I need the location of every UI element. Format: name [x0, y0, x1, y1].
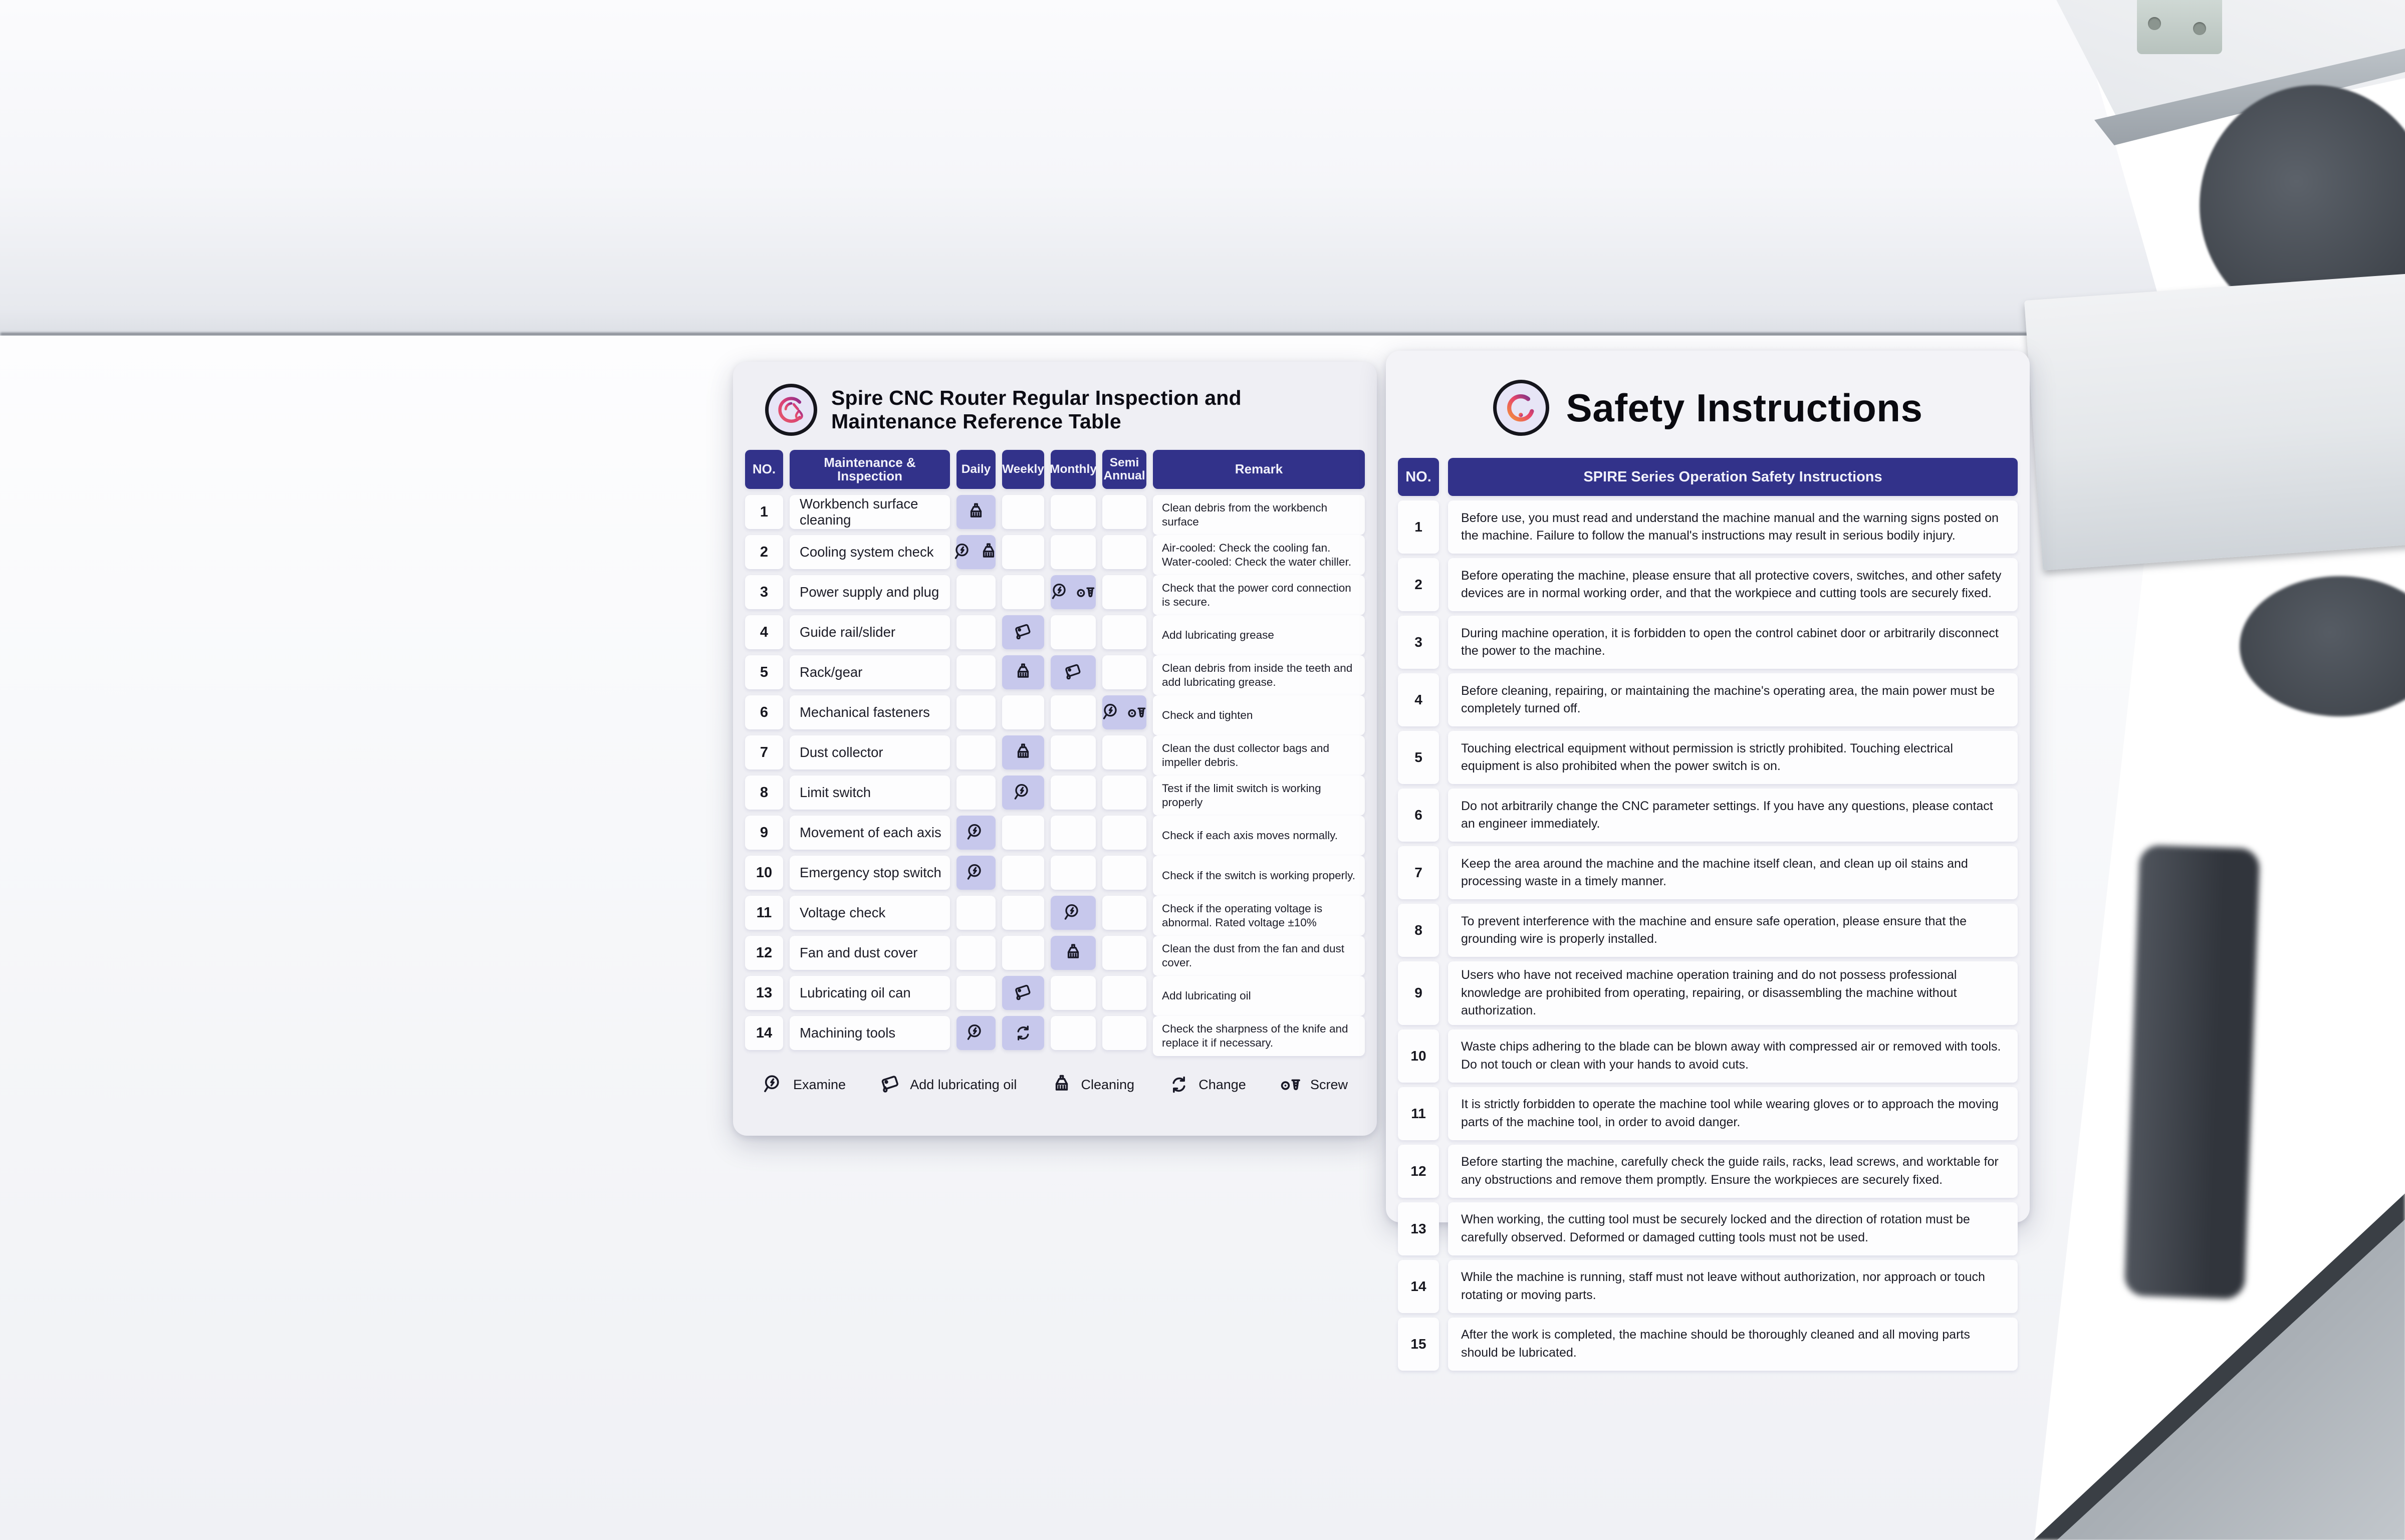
instruction-text: Do not arbitrarily change the CNC parameter settings. If you have any questions, please contact an engineer immediately.	[1448, 789, 2018, 842]
schedule-cell-monthly	[1051, 976, 1096, 1010]
safety-instruction-row	[1398, 558, 2018, 611]
schedule-cell-weekly	[1002, 535, 1044, 569]
safety-instructions-label	[1386, 351, 2030, 1360]
row-number: 6	[1398, 789, 1439, 842]
instruction-text: When working, the cutting tool must be securely locked and the direction of rotation must be carefully observed. Deformed or damaged cutting tools must not be used.	[1448, 1202, 2018, 1255]
maintenance-reference-label	[733, 362, 1377, 1136]
maintenance-table-row	[745, 776, 1365, 810]
schedule-cell-semi	[1102, 816, 1146, 850]
task-name: Voltage check	[790, 896, 950, 930]
examine-icon	[1013, 782, 1034, 803]
row-number: 14	[1398, 1260, 1439, 1313]
maintenance-table-row	[745, 936, 1365, 970]
remark-text: Check if each axis moves normally.	[1153, 816, 1365, 856]
schedule-cell-monthly	[1051, 575, 1096, 609]
safety-instruction-row	[1398, 1260, 2018, 1313]
row-number: 12	[1398, 1145, 1439, 1198]
maintenance-table-row	[745, 1016, 1365, 1050]
maintenance-card-title: Spire CNC Router Regular Inspection and Maintenance Reference Table	[831, 386, 1242, 433]
schedule-cell-weekly	[1002, 896, 1044, 930]
change-icon	[1013, 1022, 1034, 1044]
schedule-cell-monthly	[1051, 816, 1096, 850]
task-name: Guide rail/slider	[790, 615, 950, 649]
task-name: Lubricating oil can	[790, 976, 950, 1010]
row-number: 12	[745, 936, 783, 970]
instruction-text: Keep the area around the machine and the machine itself clean, and clean up oil stains and processing waste in a timely manner.	[1448, 846, 2018, 899]
maintenance-table-row	[745, 976, 1365, 1010]
row-number: 7	[745, 735, 783, 769]
examine-icon	[1063, 902, 1084, 923]
row-number: 7	[1398, 846, 1439, 899]
instruction-text: Touching electrical equipment without permission is strictly prohibited. Touching electrical equipment is also prohibited when the power switch is on.	[1448, 731, 2018, 784]
legend-label: Change	[1198, 1077, 1246, 1092]
examine-icon	[953, 542, 974, 563]
schedule-cell-semi	[1102, 976, 1146, 1010]
safety-column-header-title: SPIRE Series Operation Safety Instructions	[1448, 458, 2018, 496]
row-number: 5	[1398, 731, 1439, 784]
oil-icon	[1013, 982, 1034, 1003]
remark-text: Air-cooled: Check the cooling fan. Water-cooled: Check the water chiller.	[1153, 535, 1365, 575]
legend-item	[1167, 1073, 1246, 1096]
schedule-cell-semi	[1102, 575, 1146, 609]
schedule-cell-semi	[1102, 655, 1146, 689]
cleaning-icon	[1013, 742, 1034, 763]
schedule-cell-weekly	[1002, 856, 1044, 890]
row-number: 8	[1398, 904, 1439, 957]
task-name: Workbench surface cleaning	[790, 495, 950, 529]
schedule-cell-daily	[956, 695, 996, 729]
task-name: Cooling system check	[790, 535, 950, 569]
maintenance-table-row	[745, 495, 1365, 529]
schedule-cell-weekly	[1002, 1016, 1044, 1050]
task-name: Rack/gear	[790, 655, 950, 689]
legend-item	[879, 1073, 1017, 1096]
cleaning-icon	[1050, 1073, 1073, 1096]
maintenance-table-row	[745, 615, 1365, 649]
remark-text: Check the sharpness of the knife and replace it if necessary.	[1153, 1016, 1365, 1056]
column-header-monthly: Monthly	[1051, 450, 1096, 489]
screw-icon	[1126, 702, 1147, 723]
cleaning-icon	[966, 501, 987, 523]
schedule-cell-daily	[956, 735, 996, 769]
schedule-cell-daily	[956, 655, 996, 689]
safety-table-body	[1398, 500, 2018, 1371]
oil-icon	[879, 1073, 902, 1096]
schedule-cell-monthly	[1051, 776, 1096, 810]
schedule-cell-daily	[956, 1016, 996, 1050]
maintenance-table-row	[745, 735, 1365, 769]
row-number: 10	[745, 856, 783, 890]
schedule-cell-daily	[956, 535, 996, 569]
schedule-cell-weekly	[1002, 776, 1044, 810]
schedule-cell-daily	[956, 936, 996, 970]
schedule-cell-weekly	[1002, 936, 1044, 970]
remark-text: Check and tighten	[1153, 695, 1365, 735]
maintenance-table-row	[745, 695, 1365, 729]
safety-instruction-row	[1398, 904, 2018, 957]
instruction-text: Users who have not received machine operation training and do not possess professional knowledge are prohibited from operating, repairing, or disassembling the machine without authorization.	[1448, 961, 2018, 1025]
safety-instruction-row	[1398, 1087, 2018, 1140]
task-name: Power supply and plug	[790, 575, 950, 609]
machine-side-column	[2124, 845, 2260, 1300]
schedule-cell-daily	[956, 816, 996, 850]
oil-icon	[1013, 622, 1034, 643]
row-number: 11	[745, 896, 783, 930]
column-header-task: Maintenance & Inspection	[790, 450, 950, 489]
instruction-text: While the machine is running, staff must not leave without authorization, nor approach or touch rotating or moving parts.	[1448, 1260, 2018, 1313]
examine-icon	[1050, 582, 1071, 603]
oil-icon	[1063, 662, 1084, 683]
schedule-cell-daily	[956, 575, 996, 609]
schedule-cell-monthly	[1051, 856, 1096, 890]
schedule-cell-weekly	[1002, 495, 1044, 529]
task-name: Dust collector	[790, 735, 950, 769]
task-name: Machining tools	[790, 1016, 950, 1050]
schedule-cell-weekly	[1002, 615, 1044, 649]
schedule-cell-semi	[1102, 1016, 1146, 1050]
column-header-weekly: Weekly	[1002, 450, 1044, 489]
row-number: 14	[745, 1016, 783, 1050]
cleaning-icon	[1013, 662, 1034, 683]
maintenance-table-body	[745, 495, 1365, 1050]
row-number: 9	[1398, 961, 1439, 1025]
legend-label: Cleaning	[1081, 1077, 1135, 1092]
schedule-cell-semi	[1102, 695, 1146, 729]
legend-item	[1279, 1073, 1348, 1096]
maintenance-table-row	[745, 575, 1365, 609]
schedule-cell-monthly	[1051, 535, 1096, 569]
remark-text: Check that the power cord connection is secure.	[1153, 575, 1365, 615]
remark-text: Clean debris from the workbench surface	[1153, 495, 1365, 535]
maintenance-table-header	[745, 450, 1365, 489]
column-header-no: NO.	[745, 450, 783, 489]
safety-instruction-row	[1398, 846, 2018, 899]
examine-icon	[966, 822, 987, 843]
schedule-cell-semi	[1102, 535, 1146, 569]
instruction-text: Before cleaning, repairing, or maintaining the machine's operating area, the main power must be completely turned off.	[1448, 673, 2018, 726]
change-icon	[1167, 1073, 1190, 1096]
row-number: 2	[745, 535, 783, 569]
legend-label: Examine	[793, 1077, 846, 1092]
schedule-cell-monthly	[1051, 695, 1096, 729]
machine-beam	[2024, 267, 2405, 571]
schedule-cell-semi	[1102, 896, 1146, 930]
row-number: 4	[745, 615, 783, 649]
safety-instruction-row	[1398, 1318, 2018, 1371]
machine-roller-lower	[2240, 576, 2405, 716]
maintenance-table-row	[745, 816, 1365, 850]
row-number: 8	[745, 776, 783, 810]
remark-text: Clean debris from inside the teeth and add lubricating grease.	[1153, 655, 1365, 695]
task-name: Fan and dust cover	[790, 936, 950, 970]
screw-head	[2148, 17, 2161, 30]
schedule-cell-monthly	[1051, 896, 1096, 930]
schedule-cell-daily	[956, 776, 996, 810]
row-number: 13	[745, 976, 783, 1010]
safety-instruction-row	[1398, 673, 2018, 726]
instruction-text: Waste chips adhering to the blade can be blown away with compressed air or removed with tools. Do not touch or clean with your hands to avoid cuts.	[1448, 1030, 2018, 1083]
remark-text: Check if the switch is working properly.	[1153, 856, 1365, 896]
legend-item	[1050, 1073, 1135, 1096]
safety-table-header	[1398, 458, 2018, 496]
row-number: 4	[1398, 673, 1439, 726]
task-name: Limit switch	[790, 776, 950, 810]
cleaning-icon	[978, 542, 999, 563]
screw-icon	[1075, 582, 1096, 603]
column-header-daily: Daily	[956, 450, 996, 489]
schedule-cell-weekly	[1002, 816, 1044, 850]
row-number: 5	[745, 655, 783, 689]
schedule-cell-semi	[1102, 936, 1146, 970]
remark-text: Clean the dust collector bags and impeller debris.	[1153, 735, 1365, 776]
maintenance-header	[745, 384, 1365, 450]
schedule-cell-semi	[1102, 615, 1146, 649]
safety-instruction-row	[1398, 1145, 2018, 1198]
legend-label: Add lubricating oil	[910, 1077, 1017, 1092]
schedule-cell-weekly	[1002, 735, 1044, 769]
schedule-cell-semi	[1102, 776, 1146, 810]
instruction-text: Before operating the machine, please ensure that all protective covers, switches, and other safety devices are in normal working order, and that the workpiece and cutting tools are securely fixed.	[1448, 558, 2018, 611]
schedule-cell-weekly	[1002, 655, 1044, 689]
schedule-cell-monthly	[1051, 1016, 1096, 1050]
safety-instruction-row	[1398, 789, 2018, 842]
row-number: 1	[1398, 500, 1439, 554]
legend-item	[762, 1073, 846, 1096]
task-name: Emergency stop switch	[790, 856, 950, 890]
screw-icon	[1279, 1073, 1302, 1096]
remark-text: Add lubricating oil	[1153, 976, 1365, 1016]
column-header-remark: Remark	[1153, 450, 1365, 489]
schedule-cell-daily	[956, 976, 996, 1010]
machine-panel-seam	[0, 333, 2175, 336]
screw-head	[2193, 22, 2206, 35]
schedule-cell-weekly	[1002, 575, 1044, 609]
maintenance-table-row	[745, 856, 1365, 890]
maintenance-table-row	[745, 896, 1365, 930]
column-header-semi-annual: Semi Annual	[1102, 450, 1146, 489]
examine-icon	[966, 1022, 987, 1044]
safety-instruction-row	[1398, 961, 2018, 1025]
row-number: 13	[1398, 1202, 1439, 1255]
alert-circle-logo-icon	[1493, 380, 1549, 436]
maintenance-table-row	[745, 655, 1365, 689]
schedule-cell-semi	[1102, 495, 1146, 529]
row-number: 3	[745, 575, 783, 609]
schedule-cell-daily	[956, 856, 996, 890]
machine-mount-plate	[2137, 0, 2222, 54]
instruction-text: During machine operation, it is forbidden to open the control cabinet door or arbitrarily disconnect the power to the machine.	[1448, 616, 2018, 669]
row-number: 1	[745, 495, 783, 529]
legend-label: Screw	[1310, 1077, 1348, 1092]
instruction-text: Before use, you must read and understand the machine manual and the warning signs posted on the machine. Failure to follow the manual's instructions may result in serious bodily injury.	[1448, 500, 2018, 554]
row-number: 15	[1398, 1318, 1439, 1371]
examine-icon	[762, 1073, 785, 1096]
schedule-cell-monthly	[1051, 655, 1096, 689]
schedule-cell-semi	[1102, 735, 1146, 769]
row-number: 10	[1398, 1030, 1439, 1083]
schedule-cell-weekly	[1002, 976, 1044, 1010]
spire-swirl-logo-icon	[765, 384, 817, 436]
safety-instruction-row	[1398, 616, 2018, 669]
remark-text: Test if the limit switch is working properly	[1153, 776, 1365, 816]
safety-header	[1398, 380, 2018, 458]
safety-column-header-no: NO.	[1398, 458, 1439, 496]
safety-instruction-row	[1398, 1202, 2018, 1255]
icon-legend	[745, 1056, 1365, 1096]
task-name: Mechanical fasteners	[790, 695, 950, 729]
examine-icon	[1101, 702, 1122, 723]
maintenance-table-row	[745, 535, 1365, 569]
remark-text: Clean the dust from the fan and dust cover.	[1153, 936, 1365, 976]
safety-instruction-row	[1398, 731, 2018, 784]
instruction-text: Before starting the machine, carefully check the guide rails, racks, lead screws, and worktable for any obstructions and remove them promptly. Ensure the workpieces are securely fixed.	[1448, 1145, 2018, 1198]
schedule-cell-daily	[956, 896, 996, 930]
row-number: 6	[745, 695, 783, 729]
safety-card-title: Safety Instructions	[1566, 385, 1923, 430]
schedule-cell-daily	[956, 495, 996, 529]
row-number: 9	[745, 816, 783, 850]
remark-text: Check if the operating voltage is abnormal. Rated voltage ±10%	[1153, 896, 1365, 936]
machine-top-panel	[0, 0, 2405, 336]
safety-instruction-row	[1398, 500, 2018, 554]
safety-instruction-row	[1398, 1030, 2018, 1083]
cleaning-icon	[1063, 942, 1084, 963]
task-name: Movement of each axis	[790, 816, 950, 850]
schedule-cell-semi	[1102, 856, 1146, 890]
instruction-text: It is strictly forbidden to operate the machine tool while wearing gloves or to approach the moving parts of the machine tool, in order to avoid danger.	[1448, 1087, 2018, 1140]
schedule-cell-monthly	[1051, 735, 1096, 769]
row-number: 2	[1398, 558, 1439, 611]
schedule-cell-monthly	[1051, 615, 1096, 649]
schedule-cell-monthly	[1051, 936, 1096, 970]
schedule-cell-daily	[956, 615, 996, 649]
remark-text: Add lubricating grease	[1153, 615, 1365, 655]
examine-icon	[966, 862, 987, 883]
row-number: 11	[1398, 1087, 1439, 1140]
schedule-cell-weekly	[1002, 695, 1044, 729]
instruction-text: To prevent interference with the machine and ensure safe operation, please ensure that the grounding wire is properly installed.	[1448, 904, 2018, 957]
schedule-cell-monthly	[1051, 495, 1096, 529]
row-number: 3	[1398, 616, 1439, 669]
instruction-text: After the work is completed, the machine should be thoroughly cleaned and all moving parts should be lubricated.	[1448, 1318, 2018, 1371]
